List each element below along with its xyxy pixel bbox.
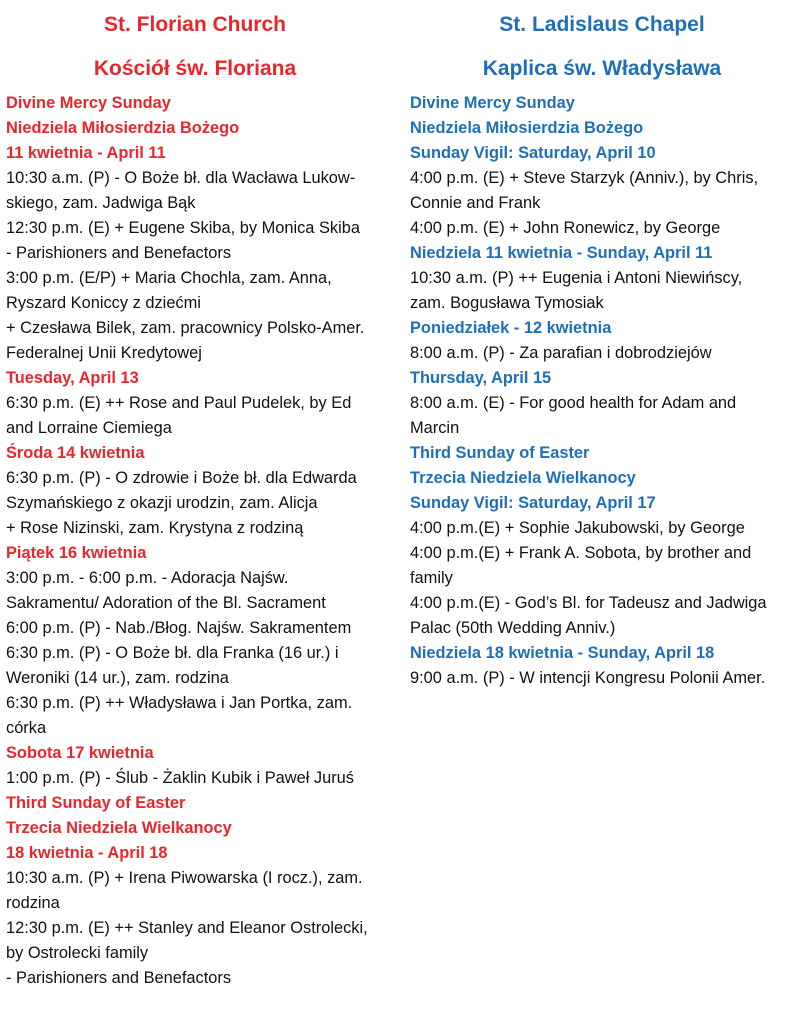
mass-intention-line: 6:30 p.m. (P) ++ Władysława i Jan Portka, zam. [6,694,353,712]
mass-intention-line: 8:00 a.m. (P) - Za parafian i dobrodziejów [410,344,712,362]
date-heading: Trzecia Niedziela Wielkanocy [410,469,636,487]
mass-intention-line: 12:30 p.m. (E) + Eugene Skiba, by Monica Skiba [6,219,360,237]
mass-intention-line: skiego, zam. Jadwiga Bąk [6,194,196,212]
mass-intention-line: zam. Bogusława Tymosiak [410,294,604,312]
mass-intention-line: 6:00 p.m. (P) - Nab./Błog. Najśw. Sakramentem [6,619,352,637]
date-heading: Sunday Vigil: Saturday, April 17 [410,494,656,512]
date-heading: Trzecia Niedziela Wielkanocy [6,819,232,837]
mass-intention-line: Sakramentu/ Adoration of the Bl. Sacrament [6,594,326,612]
date-heading: 11 kwietnia - April 11 [6,144,166,162]
mass-intention-line: 6:30 p.m. (E) ++ Rose and Paul Pudelek, by Ed [6,394,352,412]
mass-intention-line: 10:30 a.m. (P) + Irena Piwowarska (I rocz.), zam. [6,869,363,887]
mass-intention-line: - Parishioners and Benefactors [6,244,232,262]
mass-intention-line: 9:00 a.m. (P) - W intencji Kongresu Polonii Amer. [410,669,766,687]
column-title-polish: Kaplica św. Władysława [482,57,722,80]
mass-intention-line: córka [6,719,47,737]
mass-intention-line: and Lorraine Ciemiega [6,419,172,437]
date-heading: Niedziela Miłosierdzia Bożego [6,119,240,137]
mass-intention-line: 8:00 a.m. (E) - For good health for Adam and [410,394,737,412]
mass-intention-line: 1:00 p.m. (P) - Ślub - Żaklin Kubik i Paweł Juruś [6,769,354,787]
mass-intention-line: Connie and Frank [410,194,541,212]
date-heading: Third Sunday of Easter [410,444,590,462]
column-title-english: St. Ladislaus Chapel [499,13,705,36]
date-heading: Poniedziałek - 12 kwietnia [410,319,612,337]
mass-intention-line: Ryszard Koniccy z dziećmi [6,294,201,312]
date-heading: Niedziela 18 kwietnia - Sunday, April 18 [410,644,715,662]
mass-intention-line: by Ostrolecki family [6,944,149,962]
mass-schedule-list [6,91,384,991]
mass-intention-line: family [410,569,453,587]
date-heading: Niedziela 11 kwietnia - Sunday, April 11 [410,244,713,262]
date-heading: Sobota 17 kwietnia [6,744,154,762]
mass-intention-line: 3:00 p.m. - 6:00 p.m. - Adoracja Najśw. [6,569,289,587]
date-heading: Divine Mercy Sunday [6,94,171,112]
mass-intention-line: + Czesława Bilek, zam. pracownicy Polsko-Amer. [6,319,365,337]
mass-intention-line: 12:30 p.m. (E) ++ Stanley and Eleanor Ostrolecki, [6,919,368,937]
st-florian-column [6,0,384,991]
mass-intention-line: Weroniki (14 ur.), zam. rodzina [6,669,229,687]
date-heading: Thursday, April 15 [410,369,552,387]
date-heading: Piątek 16 kwietnia [6,544,147,562]
st-ladislaus-column [410,0,794,691]
mass-intention-line: - Parishioners and Benefactors [6,969,232,987]
mass-intention-line: 10:30 a.m. (P) - O Boże bł. dla Wacława Lukow- [6,169,356,187]
mass-intention-line: Marcin [410,419,460,437]
mass-intention-line: 4:00 p.m.(E) + Frank A. Sobota, by brother and [410,544,752,562]
date-heading: 18 kwietnia - April 18 [6,844,168,862]
mass-intention-line: Palac (50th Wedding Anniv.) [410,619,616,637]
mass-intention-line: 4:00 p.m.(E) + Sophie Jakubowski, by George [410,519,745,537]
date-heading: Sunday Vigil: Saturday, April 10 [410,144,656,162]
mass-intention-line: 10:30 a.m. (P) ++ Eugenia i Antoni Niewińscy, [410,269,743,287]
column-title-polish: Kościół św. Floriana [93,57,297,80]
mass-intention-line: 6:30 p.m. (P) - O zdrowie i Boże bł. dla Edwarda [6,469,357,487]
mass-intention-line: 6:30 p.m. (P) - O Boże bł. dla Franka (16 ur.) i [6,644,339,662]
mass-intention-line: Szymańskiego z okazji urodzin, zam. Alicja [6,494,318,512]
mass-intention-line: 4:00 p.m. (E) + Steve Starzyk (Anniv.), by Chris, [410,169,759,187]
mass-intention-line: rodzina [6,894,60,912]
date-heading: Tuesday, April 13 [6,369,139,387]
mass-intention-line: Federalnej Unii Kredytowej [6,344,202,362]
date-heading: Divine Mercy Sunday [410,94,575,112]
date-heading: Niedziela Miłosierdzia Bożego [410,119,644,137]
date-heading: Środa 14 kwietnia [6,444,145,462]
mass-intention-line: 3:00 p.m. (E/P) + Maria Chochla, zam. Anna, [6,269,332,287]
mass-intention-line: 4:00 p.m. (E) + John Ronewicz, by George [410,219,721,237]
mass-intention-line: + Rose Nizinski, zam. Krystyna z rodziną [6,519,304,537]
column-title-english: St. Florian Church [103,13,286,36]
mass-schedule-list [410,91,794,691]
date-heading: Third Sunday of Easter [6,794,186,812]
mass-intention-line: 4:00 p.m.(E) - God’s Bl. for Tadeusz and Jadwiga [410,594,767,612]
